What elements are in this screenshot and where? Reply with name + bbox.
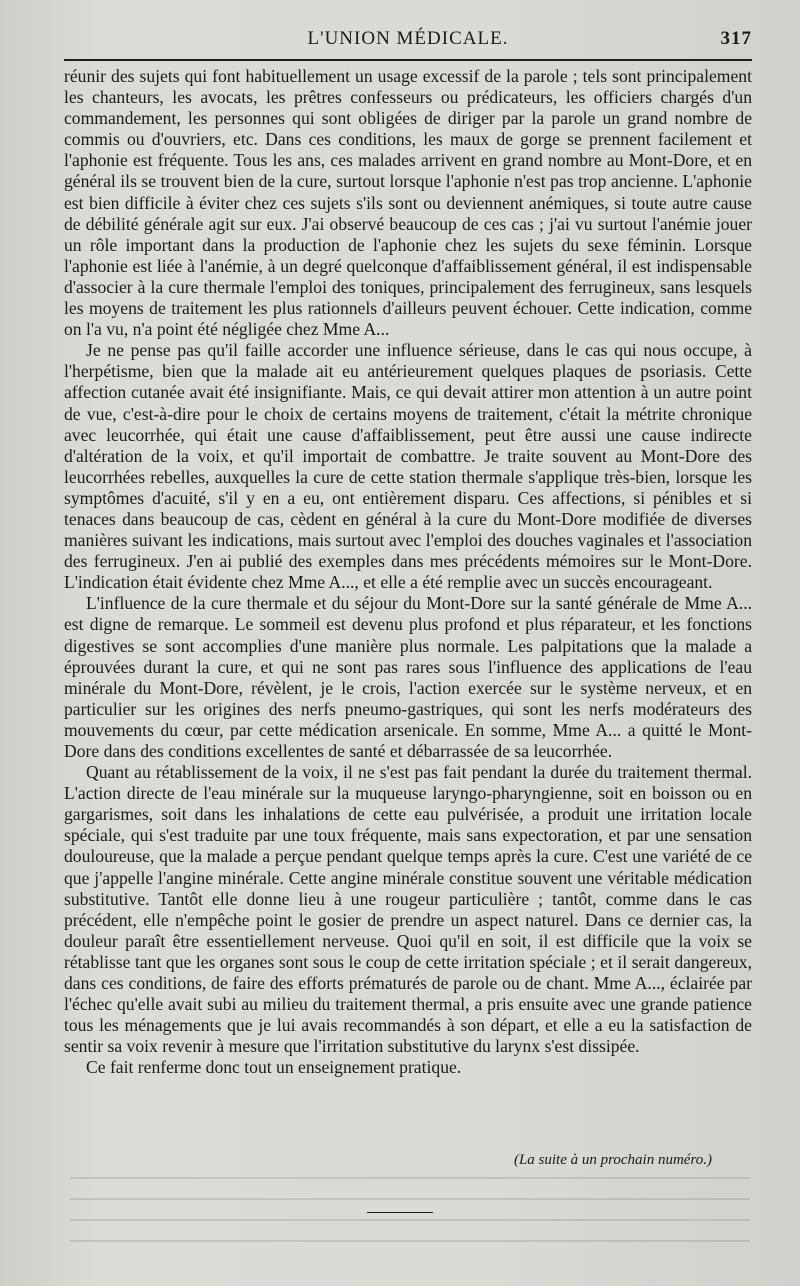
paragraph-5: Ce fait renferme donc tout un enseignement pratique. — [86, 1057, 462, 1078]
continuation-note: (La suite à un prochain numéro.) — [513, 1152, 712, 1168]
running-title: L'UNION MÉDICALE. — [307, 28, 509, 49]
end-rule — [367, 1212, 433, 1213]
paragraph-4: Quant au rétablissement de la voix, il ne s'est pas fait pendant la durée du traitement thermal. L'action directe de l'eau minérale sur la muqueuse laryngo-pharyngienne, soit en boisson ou en gargarismes, soit dans les inhalations de cette eau pulvérisée, a produit une irritation locale spéciale, qui s'est traduite par une toux fréquente, mais sans expectoration, et par une sensation douloureuse, que la malade a perçue pendant quelque temps après la cure. C'est une variété de ce que j'appelle l'angine minérale. Cette angine minérale constitue souvent une véritable médication substitutive. Tantôt elle donne lieu à une rougeur particulière ; tantôt, comme dans le cas précédent, elle n'empêche point le gosier de prendre un aspect naturel. Dans ce dernier cas, la douleur paraît être essentiellement nerveuse. Quoi qu'il en soit, il est difficile que la voix se rétablisse tant que les organes sont sous le coup de cette irritation spéciale ; et il serait dangereux, dans ces conditions, de faire des efforts prématurés de parole ou de chant. Mme A..., éclairée par l'échec qu'elle avait subi au milieu du traitement thermal, a pris ensuite avec une grande patience tous les ménagements que je lui avais recommandés à son départ, et elle a eu la satisfaction de sentir sa voix revenir à mesure que l'irritation substitutive du larynx s'est dissipée. — [64, 762, 752, 1057]
page-header — [64, 28, 752, 52]
paragraph-3: L'influence de la cure thermale et du séjour du Mont-Dore sur la santé générale de Mme A... est digne de remarque. Le sommeil est devenu plus profond et plus réparateur, et les fonctions digestives se sont accomplies d'une manière plus normale. Les palpitations que la malade a éprouvées durant la cure, et qui ne sont pas rares sous l'influence des applications de l'eau minérale du Mont-Dore, révèlent, je le crois, l'action exercée sur le système nerveux, et en particulier sur les origines des nerfs pneumo-gastriques, qui sont les nerfs modérateurs des mouvements du cœur, par cette médication arsenicale. En somme, Mme A... a quitté le Mont-Dore dans des conditions excellentes de santé et débarrassée de sa leucorrhée. — [64, 593, 752, 761]
page-number: 317 — [720, 28, 752, 49]
paragraph-2: Je ne pense pas qu'il faille accorder une influence sérieuse, dans le cas qui nous occupe, à l'herpétisme, bien que la malade ait eu antérieurement quelques plaques de psoriasis. Cette affection cutanée avait été insignifiante. Mais, ce qui devait attirer mon attention à un autre point de vue, c'est-à-dire pour le choix de certains moyens de traitement, c'était la métrite chronique avec leucorrhée, qui était une cause d'affaiblissement, peut être aussi une cause indirecte d'altération de la voix, et qu'il importait de combattre. Je traite souvent au Mont-Dore des leucorrhées rebelles, auxquelles la cure de cette station thermale s'applique très-bien, lorsque les symptômes d'acuité, s'il y en a eu, ont entièrement disparu. Ces affections, si pénibles et si tenaces dans beaucoup de cas, cèdent en général à la cure du Mont-Dore modifiée de diverses manières suivant les indications, mais surtout avec l'emploi des douches vaginales et l'association des ferrugineux. J'en ai publié des exemples dans mes précédents mémoires sur le Mont-Dore. L'indication était évidente chez Mme A..., et elle a été remplie avec un succès encourageant. — [64, 340, 752, 593]
article-body — [64, 66, 752, 1079]
header-rule — [64, 59, 752, 61]
paragraph-1: réunir des sujets qui font habituellement un usage excessif de la parole ; tels sont principalement les chanteurs, les avocats, les prêtres confesseurs ou prédicateurs, les officiers chargés d'un commandement, les personnes qui sont obligées de diriger par la parole un grand nombre de commis ou d'ouvriers, etc. Dans ces conditions, les maux de gorge se prennent facilement et l'aphonie est fréquente. Tous les ans, ces malades arrivent en grand nombre au Mont-Dore, et en général ils se trouvent bien de la cure, surtout lorsque l'aphonie n'est pas trop ancienne. L'aphonie est bien difficile à éviter chez ces sujets s'ils sont ou deviennent anémiques, si toute autre cause de débilité générale agit sur eux. J'ai observé beaucoup de ces cas ; j'ai vu surtout l'anémie jouer un rôle important dans la production de l'aphonie chez les sujets du sexe féminin. Lorsque l'aphonie est liée à l'anémie, à un degré quelconque d'affaiblissement général, il est indispensable d'associer à la cure thermale l'emploi des toniques, principalement des ferrugineux, sans lesquels les moyens de traitement les plus rationnels d'ailleurs peuvent échouer. Cette indication, comme on l'a vu, n'a point été négligée chez Mme A... — [64, 66, 752, 340]
show-through-text — [70, 1168, 750, 1258]
